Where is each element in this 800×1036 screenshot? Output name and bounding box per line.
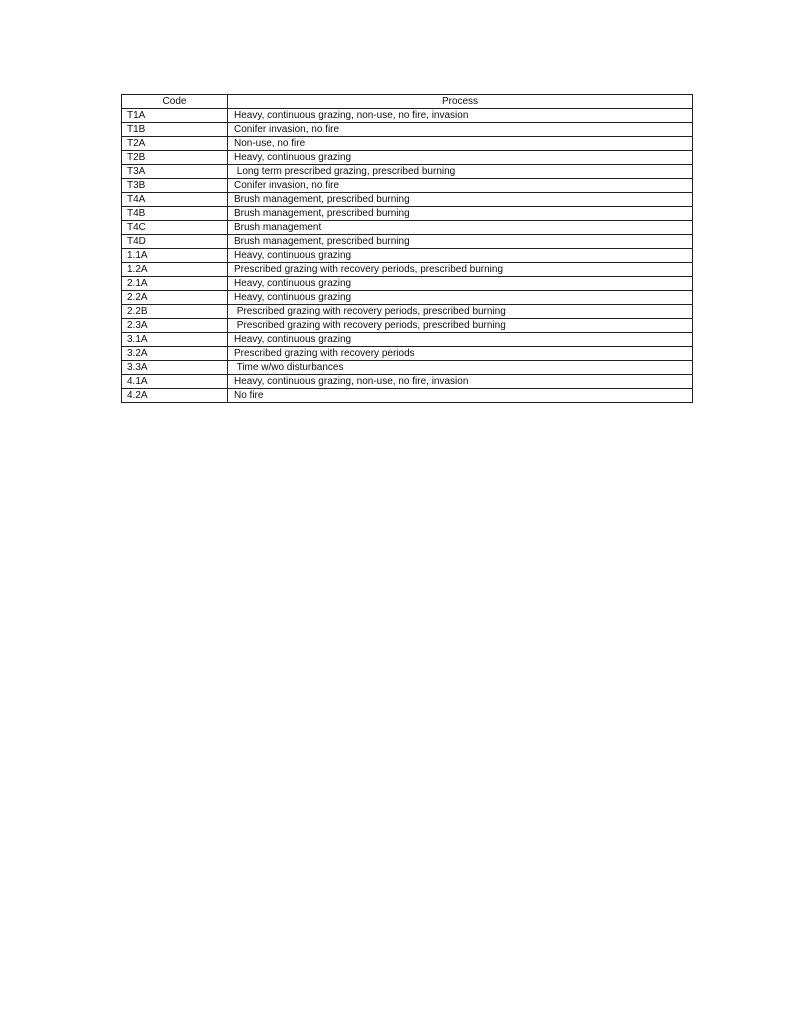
table-row xyxy=(122,165,693,179)
table-header-row xyxy=(122,95,693,109)
code-cell: T3A xyxy=(122,165,228,179)
code-cell: T1A xyxy=(122,109,228,123)
table-row xyxy=(122,347,693,361)
process-cell: Heavy, continuous grazing, non-use, no fire, invasion xyxy=(228,109,693,123)
table-row xyxy=(122,305,693,319)
code-cell: 1.1A xyxy=(122,249,228,263)
table-row xyxy=(122,263,693,277)
process-cell: Conifer invasion, no fire xyxy=(228,179,693,193)
table-row xyxy=(122,249,693,263)
code-cell: 4.1A xyxy=(122,375,228,389)
table-row xyxy=(122,151,693,165)
process-cell: Brush management, prescribed burning xyxy=(228,193,693,207)
table-row xyxy=(122,375,693,389)
code-cell: 3.3A xyxy=(122,361,228,375)
process-cell: No fire xyxy=(228,389,693,403)
code-cell: 2.1A xyxy=(122,277,228,291)
process-cell: Prescribed grazing with recovery periods xyxy=(228,347,693,361)
table-row xyxy=(122,389,693,403)
table-row xyxy=(122,179,693,193)
process-cell: Prescribed grazing with recovery periods, prescribed burning xyxy=(228,319,693,333)
code-cell: 2.3A xyxy=(122,319,228,333)
process-cell: Heavy, continuous grazing xyxy=(228,249,693,263)
table-body xyxy=(122,109,693,403)
process-cell: Brush management, prescribed burning xyxy=(228,235,693,249)
code-cell: T2B xyxy=(122,151,228,165)
process-cell: Heavy, continuous grazing xyxy=(228,277,693,291)
table-row xyxy=(122,333,693,347)
code-column-header: Code xyxy=(122,95,228,109)
process-cell: Heavy, continuous grazing, non-use, no fire, invasion xyxy=(228,375,693,389)
table-row xyxy=(122,319,693,333)
code-cell: T3B xyxy=(122,179,228,193)
table-row xyxy=(122,235,693,249)
table-row xyxy=(122,109,693,123)
code-cell: 3.2A xyxy=(122,347,228,361)
process-column-header: Process xyxy=(228,95,693,109)
table-row xyxy=(122,291,693,305)
code-cell: 1.2A xyxy=(122,263,228,277)
table-row xyxy=(122,123,693,137)
code-cell: 4.2A xyxy=(122,389,228,403)
table-row xyxy=(122,221,693,235)
table-row xyxy=(122,193,693,207)
process-cell: Non-use, no fire xyxy=(228,137,693,151)
process-cell: Prescribed grazing with recovery periods, prescribed burning xyxy=(228,305,693,319)
process-cell: Conifer invasion, no fire xyxy=(228,123,693,137)
code-cell: T2A xyxy=(122,137,228,151)
code-cell: 2.2A xyxy=(122,291,228,305)
process-cell: Prescribed grazing with recovery periods, prescribed burning xyxy=(228,263,693,277)
code-cell: T4B xyxy=(122,207,228,221)
table-row xyxy=(122,277,693,291)
code-cell: T4A xyxy=(122,193,228,207)
process-cell: Heavy, continuous grazing xyxy=(228,291,693,305)
process-cell: Brush management xyxy=(228,221,693,235)
code-cell: 3.1A xyxy=(122,333,228,347)
table-row xyxy=(122,361,693,375)
process-cell: Long term prescribed grazing, prescribed burning xyxy=(228,165,693,179)
code-cell: T4D xyxy=(122,235,228,249)
code-cell: T1B xyxy=(122,123,228,137)
code-cell: T4C xyxy=(122,221,228,235)
table-row xyxy=(122,207,693,221)
process-cell: Heavy, continuous grazing xyxy=(228,333,693,347)
process-table xyxy=(121,94,693,403)
code-cell: 2.2B xyxy=(122,305,228,319)
process-cell: Heavy, continuous grazing xyxy=(228,151,693,165)
process-cell: Brush management, prescribed burning xyxy=(228,207,693,221)
table-row xyxy=(122,137,693,151)
process-cell: Time w/wo disturbances xyxy=(228,361,693,375)
